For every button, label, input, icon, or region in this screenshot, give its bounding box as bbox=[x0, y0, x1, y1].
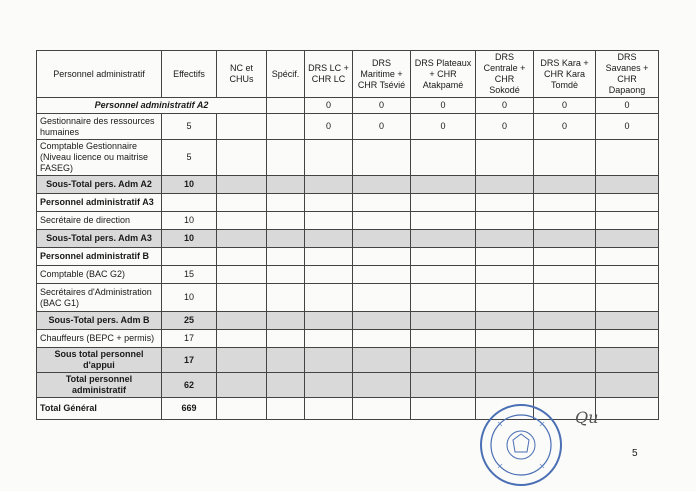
table-cell bbox=[305, 266, 353, 284]
table-cell: 17 bbox=[162, 348, 217, 373]
table-cell bbox=[353, 398, 411, 420]
table-cell bbox=[217, 194, 267, 212]
table-cell bbox=[476, 330, 534, 348]
table-cell bbox=[596, 212, 659, 230]
table-row bbox=[37, 212, 659, 230]
table-cell bbox=[534, 248, 596, 266]
table-cell bbox=[411, 230, 476, 248]
table-row bbox=[37, 194, 659, 212]
table-cell bbox=[267, 348, 305, 373]
table-cell: 0 bbox=[534, 98, 596, 114]
table-cell bbox=[596, 248, 659, 266]
table-cell bbox=[534, 194, 596, 212]
table-cell bbox=[217, 212, 267, 230]
table-cell: 10 bbox=[162, 284, 217, 312]
table-cell bbox=[596, 284, 659, 312]
table-cell bbox=[217, 398, 267, 420]
table-cell: 25 bbox=[162, 312, 217, 330]
table-cell bbox=[411, 266, 476, 284]
table-cell bbox=[534, 348, 596, 373]
table-cell bbox=[596, 230, 659, 248]
table-cell bbox=[217, 312, 267, 330]
header-cell: DRS Centrale + CHR Sokodé bbox=[476, 51, 534, 98]
table-cell: 15 bbox=[162, 266, 217, 284]
table-cell bbox=[353, 266, 411, 284]
table-row bbox=[37, 230, 659, 248]
table-cell: 17 bbox=[162, 330, 217, 348]
table-cell bbox=[534, 373, 596, 398]
table-row bbox=[37, 266, 659, 284]
row-label: Sous-Total pers. Adm A3 bbox=[37, 230, 162, 248]
table-row bbox=[37, 114, 659, 140]
table-cell bbox=[476, 230, 534, 248]
table-cell bbox=[267, 330, 305, 348]
row-label: Gestionnaire des ressources humaines bbox=[37, 114, 162, 140]
table-cell bbox=[596, 266, 659, 284]
table-cell: 0 bbox=[534, 114, 596, 140]
table-cell bbox=[411, 373, 476, 398]
header-cell: Personnel administratif bbox=[37, 51, 162, 98]
table-cell: 0 bbox=[596, 114, 659, 140]
table-cell bbox=[411, 312, 476, 330]
table-cell bbox=[217, 114, 267, 140]
table-cell bbox=[534, 312, 596, 330]
table-cell bbox=[267, 140, 305, 176]
row-label: Personnel administratif A2 bbox=[37, 98, 267, 114]
table-cell bbox=[353, 176, 411, 194]
table-cell: 669 bbox=[162, 398, 217, 420]
table-cell: 10 bbox=[162, 212, 217, 230]
table-cell bbox=[353, 312, 411, 330]
table-row bbox=[37, 284, 659, 312]
table-cell bbox=[267, 194, 305, 212]
table-cell bbox=[353, 284, 411, 312]
table-cell: 0 bbox=[305, 114, 353, 140]
table-cell: 62 bbox=[162, 373, 217, 398]
table-cell bbox=[596, 140, 659, 176]
table-cell bbox=[353, 248, 411, 266]
table-row bbox=[37, 312, 659, 330]
row-label: Secrétaires d'Administration (BAC G1) bbox=[37, 284, 162, 312]
row-label: Personnel administratif A3 bbox=[37, 194, 162, 212]
table-row bbox=[37, 140, 659, 176]
header-cell: DRS Savanes + CHR Dapaong bbox=[596, 51, 659, 98]
row-label: Personnel administratif B bbox=[37, 248, 162, 266]
table-cell bbox=[305, 330, 353, 348]
table-cell bbox=[353, 194, 411, 212]
table-cell: 0 bbox=[305, 98, 353, 114]
table-cell bbox=[353, 230, 411, 248]
table-cell bbox=[596, 398, 659, 420]
table-cell bbox=[411, 140, 476, 176]
table-cell bbox=[305, 398, 353, 420]
table-cell bbox=[267, 266, 305, 284]
header-cell: DRS Maritime + CHR Tsévié bbox=[353, 51, 411, 98]
table-cell: 0 bbox=[411, 98, 476, 114]
table-cell bbox=[267, 312, 305, 330]
table-cell bbox=[411, 348, 476, 373]
header-cell: NC et CHUs bbox=[217, 51, 267, 98]
table-row bbox=[37, 348, 659, 373]
table-cell: 5 bbox=[162, 114, 217, 140]
table-cell bbox=[267, 398, 305, 420]
table-cell bbox=[411, 212, 476, 230]
table-cell bbox=[596, 312, 659, 330]
table-cell bbox=[476, 212, 534, 230]
table-cell bbox=[353, 330, 411, 348]
table-cell bbox=[267, 230, 305, 248]
table-cell bbox=[267, 176, 305, 194]
table-cell: 0 bbox=[353, 98, 411, 114]
table-cell bbox=[217, 248, 267, 266]
table-cell bbox=[267, 114, 305, 140]
table-cell bbox=[305, 348, 353, 373]
table-cell: 0 bbox=[476, 114, 534, 140]
table-cell bbox=[476, 176, 534, 194]
header-row bbox=[37, 51, 659, 98]
table-cell: 0 bbox=[353, 114, 411, 140]
table-row bbox=[37, 373, 659, 398]
row-label: Chauffeurs (BEPC + permis) bbox=[37, 330, 162, 348]
table-row bbox=[37, 330, 659, 348]
row-label: Total Général bbox=[37, 398, 162, 420]
table-cell bbox=[353, 140, 411, 176]
header-cell: DRS LC + CHR LC bbox=[305, 51, 353, 98]
table-cell bbox=[411, 284, 476, 312]
table-cell bbox=[476, 266, 534, 284]
table-cell bbox=[267, 284, 305, 312]
table-cell bbox=[217, 230, 267, 248]
header-cell: DRS Plateaux + CHR Atakpamé bbox=[411, 51, 476, 98]
table-cell bbox=[596, 194, 659, 212]
table-cell: 10 bbox=[162, 176, 217, 194]
table-cell bbox=[162, 248, 217, 266]
table-cell bbox=[411, 248, 476, 266]
table-cell bbox=[411, 330, 476, 348]
table-row bbox=[37, 176, 659, 194]
table-cell bbox=[305, 176, 353, 194]
table-cell bbox=[534, 266, 596, 284]
table-cell bbox=[476, 248, 534, 266]
table-cell bbox=[353, 373, 411, 398]
table-cell bbox=[305, 373, 353, 398]
table-cell bbox=[596, 373, 659, 398]
table-cell bbox=[305, 248, 353, 266]
table-cell bbox=[305, 312, 353, 330]
table-cell bbox=[217, 348, 267, 373]
table-cell bbox=[596, 348, 659, 373]
table-cell bbox=[217, 284, 267, 312]
table-cell bbox=[353, 348, 411, 373]
staffing-table bbox=[36, 50, 659, 420]
table-cell bbox=[217, 330, 267, 348]
table-cell bbox=[476, 348, 534, 373]
table-cell: 0 bbox=[476, 98, 534, 114]
table-cell bbox=[267, 98, 305, 114]
table-cell bbox=[305, 212, 353, 230]
header-cell: Effectifs bbox=[162, 51, 217, 98]
table-row bbox=[37, 98, 659, 114]
page-number: 5 bbox=[632, 448, 638, 459]
table-cell: 10 bbox=[162, 230, 217, 248]
signature: Qu bbox=[575, 408, 599, 427]
row-label: Sous total personnel d'appui bbox=[37, 348, 162, 373]
table-cell bbox=[534, 284, 596, 312]
table-cell bbox=[305, 284, 353, 312]
row-label: Comptable (BAC G2) bbox=[37, 266, 162, 284]
header-cell: DRS Kara + CHR Kara Tomdè bbox=[534, 51, 596, 98]
table-cell bbox=[534, 176, 596, 194]
table-cell bbox=[534, 330, 596, 348]
table-cell bbox=[305, 230, 353, 248]
table-cell bbox=[476, 312, 534, 330]
table-row bbox=[37, 248, 659, 266]
table-cell bbox=[534, 212, 596, 230]
table-cell bbox=[476, 140, 534, 176]
row-label: Sous-Total pers. Adm A2 bbox=[37, 176, 162, 194]
table-cell bbox=[476, 373, 534, 398]
table-cell bbox=[596, 176, 659, 194]
table-cell bbox=[534, 230, 596, 248]
table-cell bbox=[534, 140, 596, 176]
table-cell bbox=[476, 284, 534, 312]
row-label: Sous-Total pers. Adm B bbox=[37, 312, 162, 330]
row-label: Comptable Gestionnaire (Niveau licence ou maitrise FASEG) bbox=[37, 140, 162, 176]
table-cell bbox=[305, 194, 353, 212]
table-cell bbox=[217, 266, 267, 284]
header-cell: Spécif. bbox=[267, 51, 305, 98]
table-cell: 5 bbox=[162, 140, 217, 176]
official-stamp bbox=[478, 402, 564, 488]
table-cell bbox=[217, 140, 267, 176]
table-cell bbox=[162, 194, 217, 212]
table-cell bbox=[476, 194, 534, 212]
table-cell bbox=[267, 212, 305, 230]
table-cell bbox=[411, 176, 476, 194]
table-cell: 0 bbox=[411, 114, 476, 140]
table-cell bbox=[217, 373, 267, 398]
table-cell: 0 bbox=[596, 98, 659, 114]
row-label: Secrétaire de direction bbox=[37, 212, 162, 230]
table-row bbox=[37, 398, 659, 420]
table-cell bbox=[217, 176, 267, 194]
table-cell bbox=[267, 373, 305, 398]
table-cell bbox=[353, 212, 411, 230]
table-cell bbox=[305, 140, 353, 176]
row-label: Total personnel administratif bbox=[37, 373, 162, 398]
table-cell bbox=[411, 398, 476, 420]
table-cell bbox=[596, 330, 659, 348]
table-cell bbox=[267, 248, 305, 266]
table-cell bbox=[411, 194, 476, 212]
